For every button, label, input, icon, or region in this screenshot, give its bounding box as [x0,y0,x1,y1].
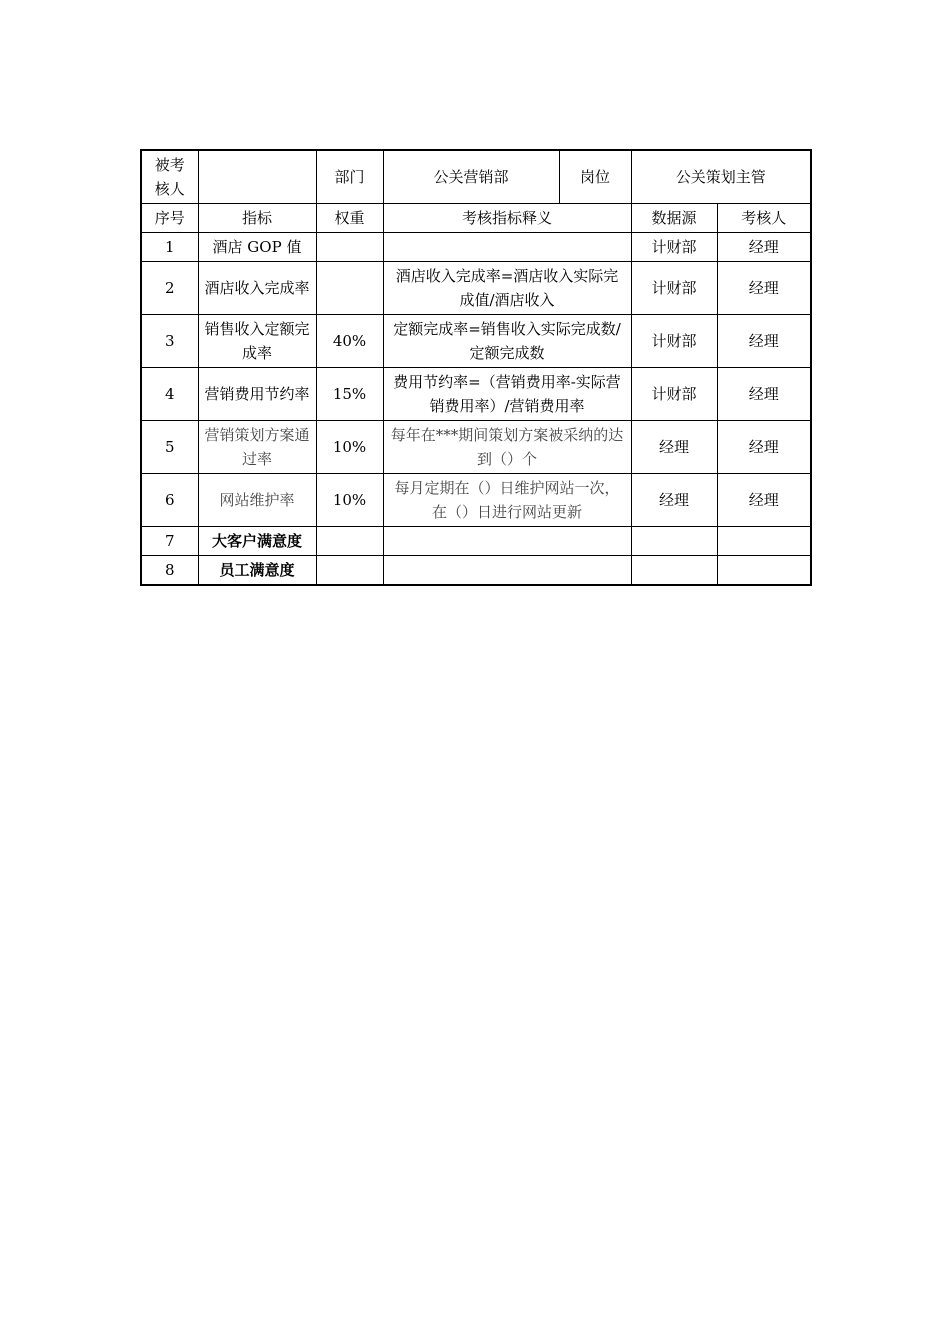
table-row [141,527,811,556]
table-row [141,315,811,368]
row-indicator: 大客户满意度 [198,527,316,556]
row-weight [316,527,383,556]
row-indicator: 营销策划方案通过率 [198,421,316,474]
department-value: 公关营销部 [383,150,559,204]
row-source [631,556,717,586]
row-no: 5 [141,421,198,474]
row-assessor: 经理 [717,262,811,315]
row-assessor: 经理 [717,233,811,262]
col-header-source: 数据源 [631,204,717,233]
row-no: 1 [141,233,198,262]
row-source [631,527,717,556]
table-row [141,474,811,527]
row-definition: 每月定期在（）日维护网站一次，在（）日进行网站更新 [383,474,631,527]
row-definition [383,527,631,556]
row-no: 2 [141,262,198,315]
row-weight: 15% [316,368,383,421]
row-source: 经理 [631,474,717,527]
row-source: 计财部 [631,262,717,315]
row-definition: 酒店收入完成率=酒店收入实际完成值/酒店收入 [383,262,631,315]
row-definition [383,556,631,586]
row-definition: 每年在***期间策划方案被采纳的达到（）个 [383,421,631,474]
row-definition: 定额完成率=销售收入实际完成数/定额完成数 [383,315,631,368]
position-label: 岗位 [559,150,631,204]
row-definition [383,233,631,262]
row-assessor [717,556,811,586]
col-header-no: 序号 [141,204,198,233]
row-assessor: 经理 [717,368,811,421]
row-no: 4 [141,368,198,421]
col-header-assessor: 考核人 [717,204,811,233]
row-weight: 10% [316,474,383,527]
row-indicator: 酒店 GOP 值 [198,233,316,262]
row-source: 计财部 [631,368,717,421]
row-weight [316,262,383,315]
table-row [141,233,811,262]
row-source: 计财部 [631,233,717,262]
kpi-table [140,149,812,586]
row-no: 7 [141,527,198,556]
row-assessor [717,527,811,556]
col-header-indicator: 指标 [198,204,316,233]
assessee-value [198,150,316,204]
row-weight [316,233,383,262]
row-weight: 40% [316,315,383,368]
row-no: 8 [141,556,198,586]
table-row [141,421,811,474]
table-row [141,368,811,421]
row-indicator: 销售收入定额完成率 [198,315,316,368]
table-row [141,262,811,315]
department-label: 部门 [316,150,383,204]
kpi-sheet [140,149,810,586]
row-assessor: 经理 [717,315,811,368]
header-row [141,150,811,204]
table-row [141,556,811,586]
assessee-label: 被考核人 [141,150,198,204]
col-header-definition: 考核指标释义 [383,204,631,233]
row-weight [316,556,383,586]
row-no: 6 [141,474,198,527]
row-definition: 费用节约率=（营销费用率-实际营销费用率）/营销费用率 [383,368,631,421]
row-weight: 10% [316,421,383,474]
row-indicator: 员工满意度 [198,556,316,586]
row-indicator: 营销费用节约率 [198,368,316,421]
row-source: 经理 [631,421,717,474]
position-value: 公关策划主管 [631,150,811,204]
row-source: 计财部 [631,315,717,368]
row-assessor: 经理 [717,474,811,527]
column-header-row [141,204,811,233]
row-indicator: 酒店收入完成率 [198,262,316,315]
row-no: 3 [141,315,198,368]
row-assessor: 经理 [717,421,811,474]
col-header-weight: 权重 [316,204,383,233]
row-indicator: 网站维护率 [198,474,316,527]
